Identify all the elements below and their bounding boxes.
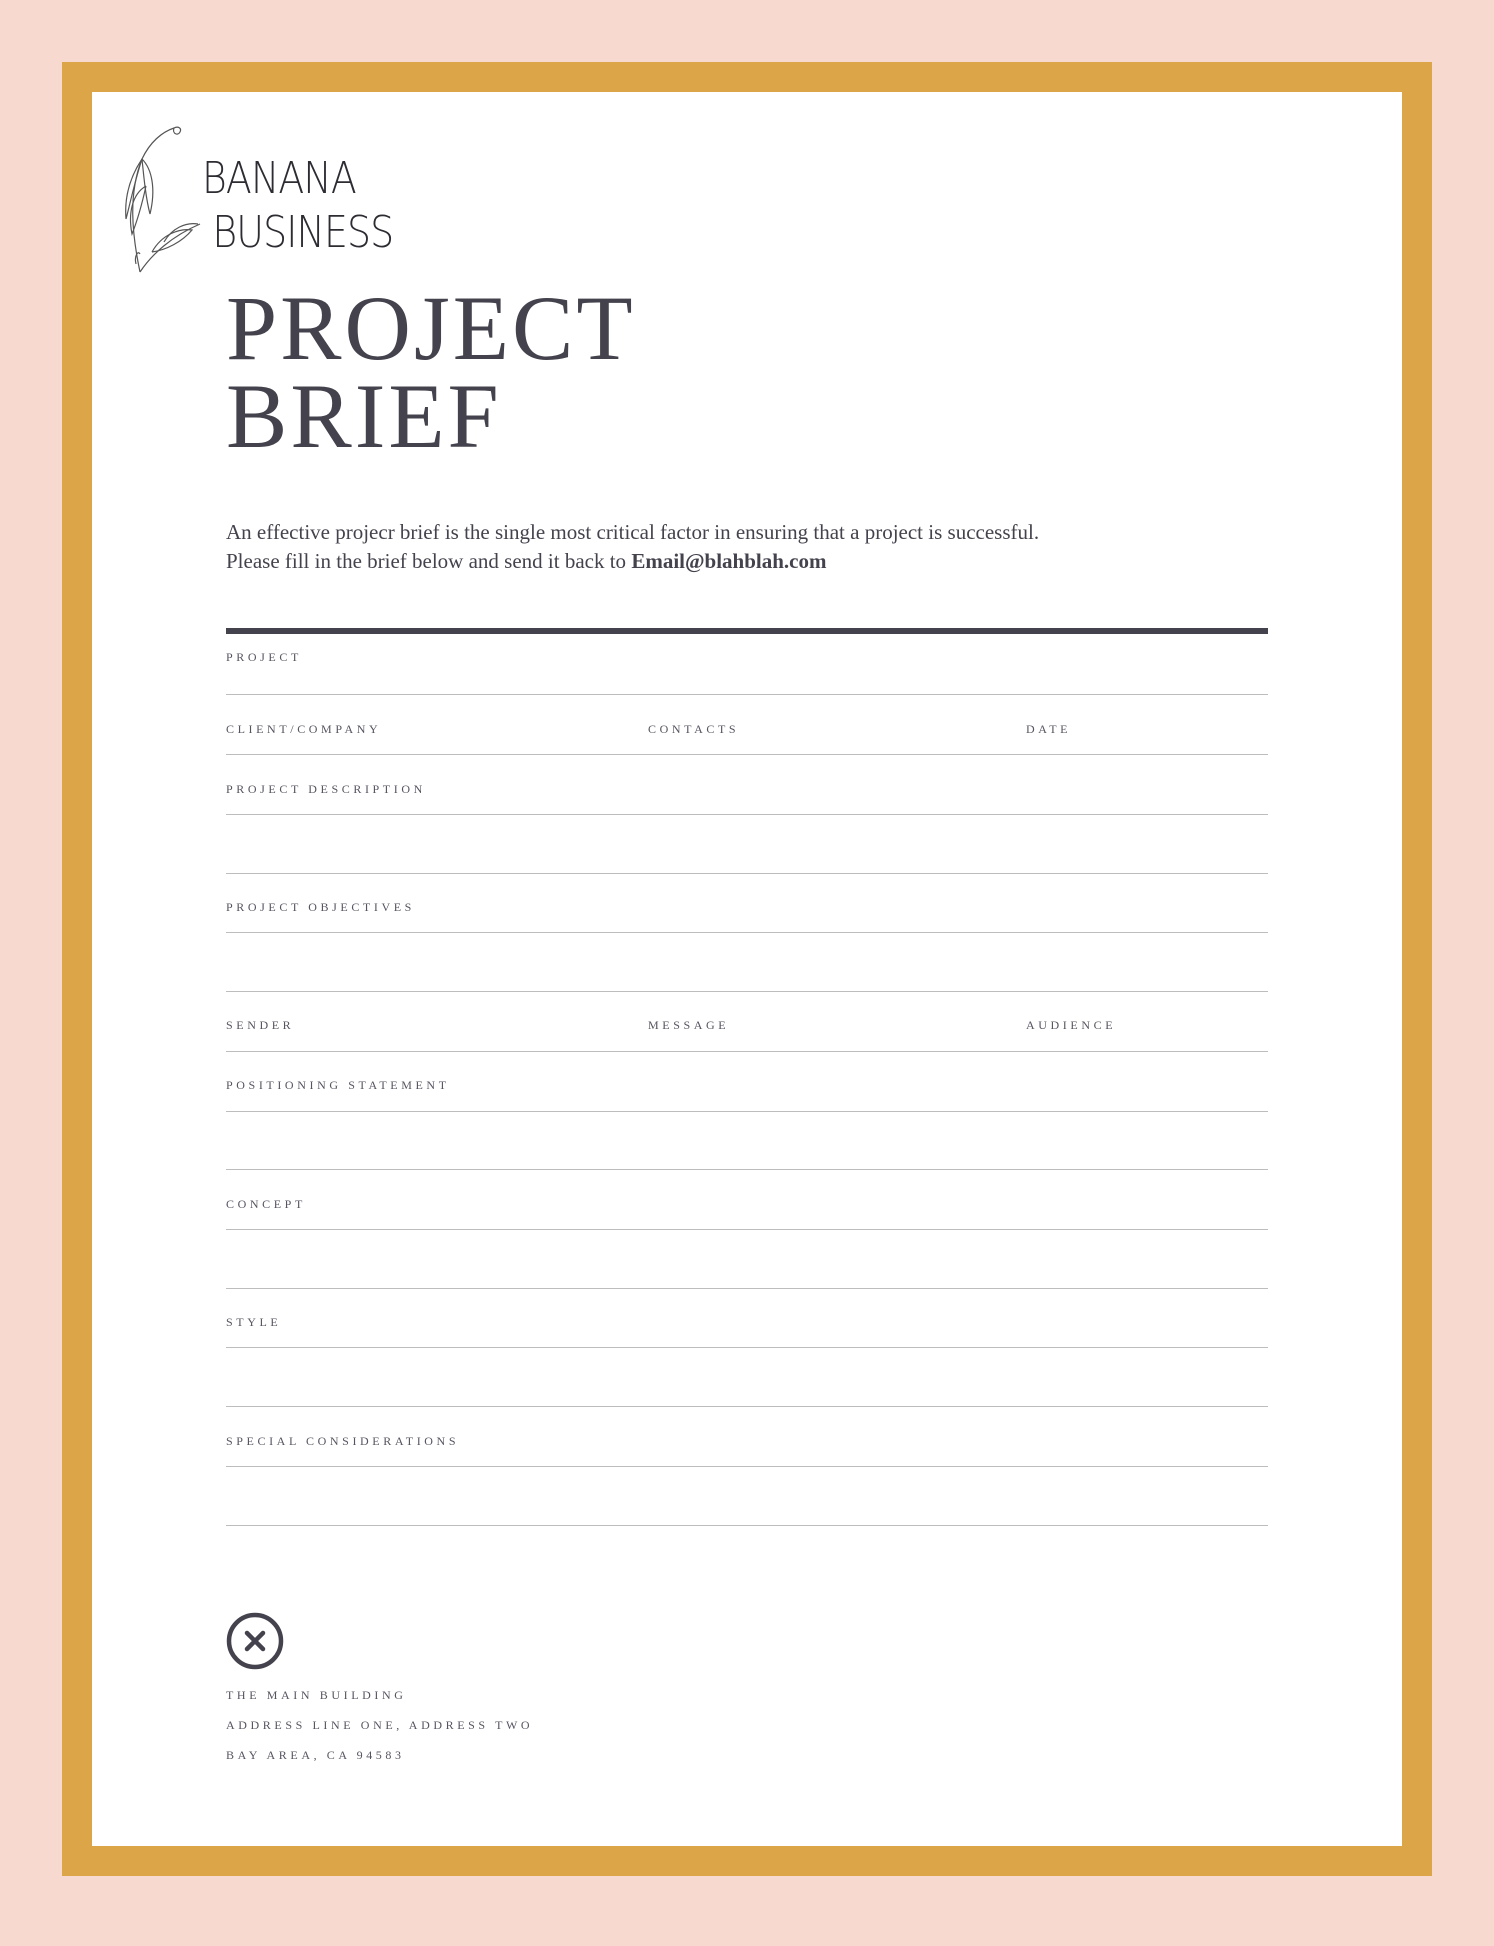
field-project[interactable] xyxy=(226,694,1268,695)
field-concept-line1[interactable] xyxy=(226,1229,1268,1230)
address-line-2: ADDRESS LINE ONE, ADDRESS TWO xyxy=(226,1718,534,1732)
address-line-1: THE MAIN BUILDING xyxy=(226,1688,407,1702)
brand-name-line1: BANANA xyxy=(202,153,356,204)
field-label-concept: CONCEPT xyxy=(226,1197,306,1211)
field-label-sender: SENDER xyxy=(226,1018,295,1032)
field-label-project: PROJECT xyxy=(226,650,302,664)
field-label-audience: AUDIENCE xyxy=(1026,1018,1117,1032)
field-label-message: MESSAGE xyxy=(648,1018,730,1032)
field-project-description-line2[interactable] xyxy=(226,873,1268,874)
field-label-project-description: PROJECT DESCRIPTION xyxy=(226,782,426,796)
address-line-3: BAY AREA, CA 94583 xyxy=(226,1748,405,1762)
field-label-positioning-statement: POSITIONING STATEMENT xyxy=(226,1078,450,1092)
contact-email[interactable]: Email@blahblah.com xyxy=(631,549,827,573)
field-project-description-line1[interactable] xyxy=(226,814,1268,815)
field-concept-line2[interactable] xyxy=(226,1288,1268,1289)
banana-leaf-icon xyxy=(122,124,202,274)
intro-line2-prefix: Please fill in the brief below and send it back to xyxy=(226,549,632,573)
field-label-client-company: CLIENT/COMPANY xyxy=(226,722,382,736)
field-label-contacts: CONTACTS xyxy=(648,722,740,736)
field-project-objectives-line2[interactable] xyxy=(226,991,1268,992)
title-line2: BRIEF xyxy=(226,365,502,467)
intro-line1: An effective projecr brief is the single most critical factor in ensuring that a project is successful. xyxy=(226,520,1040,544)
field-project-objectives-line1[interactable] xyxy=(226,932,1268,933)
document-sheet xyxy=(92,92,1402,1846)
page-frame xyxy=(62,62,1432,1876)
field-label-date: DATE xyxy=(1026,722,1072,736)
field-special-considerations-line1[interactable] xyxy=(226,1466,1268,1467)
form-top-rule xyxy=(226,628,1268,634)
field-label-style: STYLE xyxy=(226,1315,282,1329)
brand-logo xyxy=(122,124,402,274)
title-line1: PROJECT xyxy=(226,277,636,379)
brand-name xyxy=(202,152,393,260)
close-circle-icon xyxy=(226,1612,284,1670)
field-sender-message-audience[interactable] xyxy=(226,1051,1268,1052)
field-label-project-objectives: PROJECT OBJECTIVES xyxy=(226,900,415,914)
field-special-considerations-line2[interactable] xyxy=(226,1525,1268,1526)
field-positioning-statement-line1[interactable] xyxy=(226,1111,1268,1112)
field-style-line1[interactable] xyxy=(226,1347,1268,1348)
field-positioning-statement-line2[interactable] xyxy=(226,1169,1268,1170)
brief-form xyxy=(226,628,1268,1448)
field-label-special-considerations: SPECIAL CONSIDERATIONS xyxy=(226,1434,460,1448)
page-title xyxy=(226,277,636,467)
field-style-line2[interactable] xyxy=(226,1406,1268,1407)
intro-text xyxy=(226,518,1226,576)
intro-line2 xyxy=(226,547,1226,576)
field-client-contacts-date[interactable] xyxy=(226,754,1268,755)
brand-name-line2: BUSINESS xyxy=(212,207,394,258)
